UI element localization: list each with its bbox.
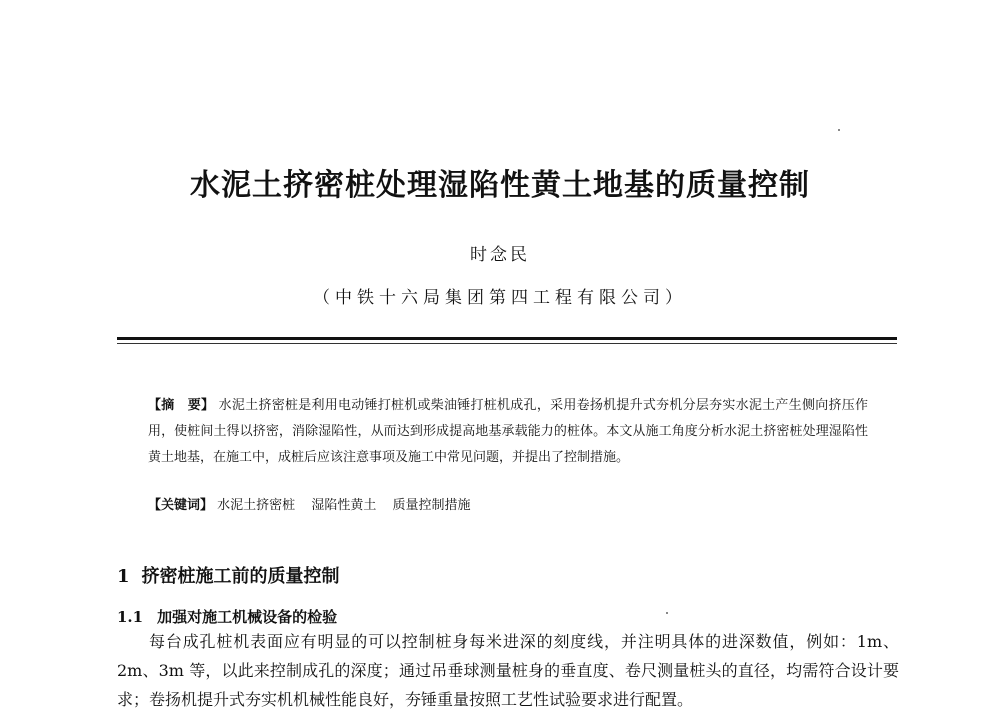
scan-speck bbox=[666, 612, 668, 614]
keyword-item: 水泥土挤密桩 bbox=[217, 498, 296, 513]
subsection-number: 1.1 bbox=[117, 608, 144, 626]
keywords-label: 【关键词】 bbox=[148, 498, 214, 513]
abstract-text: 水泥土挤密桩是利用电动锤打桩机或柴油锤打桩机成孔，采用卷扬机提升式夯机分层夯实水泥土产生侧向挤压作用，使桩间土得以挤密，消除湿陷性，从而达到形成提高地基承载能力的桩体。本文从施工角度分析水泥土挤密桩处理湿陷性黄土地基，在施工中，成桩后应该注意事项及施工中常见问题，并提出了控制措施。 bbox=[148, 398, 868, 465]
section-title: 挤密桩施工前的质量控制 bbox=[141, 566, 340, 587]
subsection-heading bbox=[117, 606, 337, 627]
scan-speck bbox=[838, 129, 840, 131]
keyword-item: 湿陷性黄土 bbox=[311, 498, 377, 513]
paper-title: 水泥土挤密桩处理湿陷性黄土地基的质量控制 bbox=[190, 168, 810, 203]
header-divider-thin bbox=[117, 343, 897, 344]
abstract-label: 【摘 要】 bbox=[148, 398, 215, 413]
header-divider-thick bbox=[117, 337, 897, 340]
author-name: 时念民 bbox=[470, 245, 530, 265]
keywords-block bbox=[148, 496, 868, 516]
keyword-item: 质量控制措施 bbox=[392, 498, 471, 513]
abstract-block bbox=[148, 393, 868, 471]
body-paragraph: 每台成孔桩机表面应有明显的可以控制桩身每米进深的刻度线，并注明具体的进深数值，例如：1m、2m、3m 等，以此来控制成孔的深度；通过吊垂球测量桩身的垂直度、卷尺测量桩头的直径，均需符合设计要求；卷扬机提升式夯实机机械性能良好，夯锤重量按照工艺性试验要求进行配置。 bbox=[117, 632, 899, 709]
subsection-title: 加强对施工机械设备的检验 bbox=[157, 608, 338, 626]
section-number: 1 bbox=[117, 566, 130, 587]
section-heading bbox=[117, 562, 340, 588]
author-affiliation: （中铁十六局集团第四工程有限公司） bbox=[313, 288, 687, 308]
